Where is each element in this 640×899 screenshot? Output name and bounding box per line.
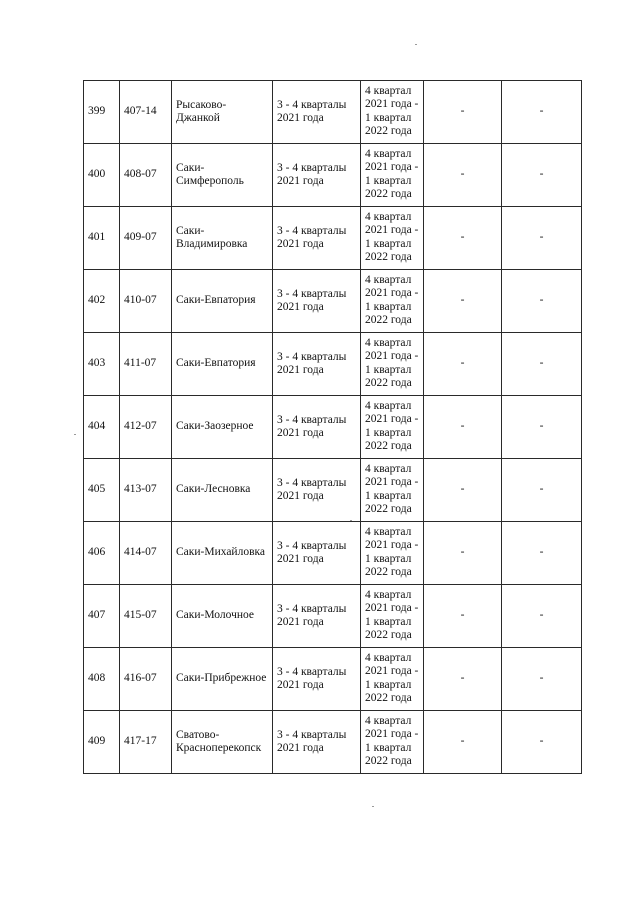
- table-row: [84, 711, 582, 774]
- route-code-cell: 416-07: [120, 648, 172, 711]
- routes-table-body: [84, 81, 582, 774]
- row-number-cell: 405: [84, 459, 120, 522]
- route-name-cell: Саки-Симферополь: [172, 144, 273, 207]
- column-6-cell: -: [424, 270, 502, 333]
- row-number-cell: 407: [84, 585, 120, 648]
- end-period-text: 4 квартал 2021 года - 1 квартал 2022 года: [365, 336, 419, 389]
- row-number-cell: 408: [84, 648, 120, 711]
- table-row: [84, 81, 582, 144]
- start-period-cell: 3 - 4 кварталы 2021 года: [273, 81, 361, 144]
- route-code-cell: 409-07: [120, 207, 172, 270]
- column-7-cell: -: [502, 648, 582, 711]
- column-6-cell: -: [424, 144, 502, 207]
- route-name-cell: Саки-Владимировка: [172, 207, 273, 270]
- end-period-text: 4 квартал 2021 года - 1 квартал 2022 года: [365, 588, 419, 641]
- column-7-cell: -: [502, 711, 582, 774]
- table-row: [84, 522, 582, 585]
- row-number-cell: 403: [84, 333, 120, 396]
- route-code-cell: 413-07: [120, 459, 172, 522]
- end-period-text: 4 квартал 2021 года - 1 квартал 2022 года: [365, 714, 419, 767]
- column-6-cell: -: [424, 396, 502, 459]
- column-7-cell: -: [502, 585, 582, 648]
- column-6-cell: -: [424, 585, 502, 648]
- end-period-text: 4 квартал 2021 года - 1 квартал 2022 года: [365, 147, 419, 200]
- column-6-cell: -: [424, 522, 502, 585]
- column-7-cell: -: [502, 459, 582, 522]
- start-period-cell: 3 - 4 кварталы 2021 года: [273, 711, 361, 774]
- row-number-cell: 406: [84, 522, 120, 585]
- row-number-cell: 401: [84, 207, 120, 270]
- row-number-cell: 399: [84, 81, 120, 144]
- table-row: [84, 648, 582, 711]
- route-name-cell: Сватово-Красноперекопск: [172, 711, 273, 774]
- end-period-cell: [361, 144, 424, 207]
- end-period-cell: [361, 522, 424, 585]
- route-name-cell: Саки-Молочное: [172, 585, 273, 648]
- end-period-cell: [361, 585, 424, 648]
- start-period-cell: 3 - 4 кварталы 2021 года: [273, 144, 361, 207]
- column-7-cell: -: [502, 270, 582, 333]
- end-period-cell: [361, 459, 424, 522]
- start-period-cell: 3 - 4 кварталы 2021 года: [273, 648, 361, 711]
- column-6-cell: -: [424, 81, 502, 144]
- end-period-text: 4 квартал 2021 года - 1 квартал 2022 года: [365, 84, 419, 137]
- route-code-cell: 407-14: [120, 81, 172, 144]
- start-period-cell: 3 - 4 кварталы 2021 года: [273, 522, 361, 585]
- route-code-cell: 408-07: [120, 144, 172, 207]
- route-code-cell: 412-07: [120, 396, 172, 459]
- column-7-cell: -: [502, 207, 582, 270]
- row-number-cell: 400: [84, 144, 120, 207]
- table-row: [84, 207, 582, 270]
- start-period-cell: 3 - 4 кварталы 2021 года: [273, 459, 361, 522]
- route-name-cell: Саки-Заозерное: [172, 396, 273, 459]
- column-7-cell: -: [502, 396, 582, 459]
- column-6-cell: -: [424, 711, 502, 774]
- row-number-cell: 402: [84, 270, 120, 333]
- end-period-cell: [361, 207, 424, 270]
- start-period-cell: 3 - 4 кварталы 2021 года: [273, 333, 361, 396]
- row-number-cell: 409: [84, 711, 120, 774]
- column-7-cell: -: [502, 81, 582, 144]
- table-row: [84, 459, 582, 522]
- table-row: [84, 585, 582, 648]
- table-row: [84, 333, 582, 396]
- route-code-cell: 417-17: [120, 711, 172, 774]
- start-period-cell: 3 - 4 кварталы 2021 года: [273, 585, 361, 648]
- column-7-cell: -: [502, 333, 582, 396]
- end-period-text: 4 квартал 2021 года - 1 квартал 2022 года: [365, 651, 419, 704]
- route-code-cell: 410-07: [120, 270, 172, 333]
- end-period-cell: [361, 270, 424, 333]
- end-period-text: 4 квартал 2021 года - 1 квартал 2022 года: [365, 210, 419, 263]
- column-6-cell: -: [424, 333, 502, 396]
- column-6-cell: -: [424, 207, 502, 270]
- route-code-cell: 411-07: [120, 333, 172, 396]
- scan-speck: [74, 434, 76, 435]
- route-name-cell: Саки-Евпатория: [172, 270, 273, 333]
- start-period-cell: 3 - 4 кварталы 2021 года: [273, 396, 361, 459]
- route-name-cell: Рысаково-Джанкой: [172, 81, 273, 144]
- end-period-text: 4 квартал 2021 года - 1 квартал 2022 года: [365, 462, 419, 515]
- route-name-cell: Саки-Прибрежное: [172, 648, 273, 711]
- route-name-cell: Саки-Евпатория: [172, 333, 273, 396]
- scan-speck: [415, 44, 417, 45]
- column-6-cell: -: [424, 648, 502, 711]
- end-period-text: 4 квартал 2021 года - 1 квартал 2022 года: [365, 273, 419, 326]
- end-period-cell: [361, 81, 424, 144]
- end-period-cell: [361, 648, 424, 711]
- end-period-cell: [361, 333, 424, 396]
- end-period-cell: [361, 396, 424, 459]
- table-row: [84, 396, 582, 459]
- scan-speck: [372, 806, 374, 807]
- route-name-cell: Саки-Михайловка: [172, 522, 273, 585]
- start-period-cell: 3 - 4 кварталы 2021 года: [273, 270, 361, 333]
- table-row: [84, 270, 582, 333]
- column-7-cell: -: [502, 522, 582, 585]
- route-code-cell: 415-07: [120, 585, 172, 648]
- column-7-cell: -: [502, 144, 582, 207]
- end-period-cell: [361, 711, 424, 774]
- end-period-text: 4 квартал 2021 года - 1 квартал 2022 года: [365, 399, 419, 452]
- start-period-cell: 3 - 4 кварталы 2021 года: [273, 207, 361, 270]
- routes-table: [83, 80, 582, 774]
- route-name-cell: Саки-Лесновка: [172, 459, 273, 522]
- row-number-cell: 404: [84, 396, 120, 459]
- route-code-cell: 414-07: [120, 522, 172, 585]
- column-6-cell: -: [424, 459, 502, 522]
- end-period-text: 4 квартал 2021 года - 1 квартал 2022 года: [365, 525, 419, 578]
- table-row: [84, 144, 582, 207]
